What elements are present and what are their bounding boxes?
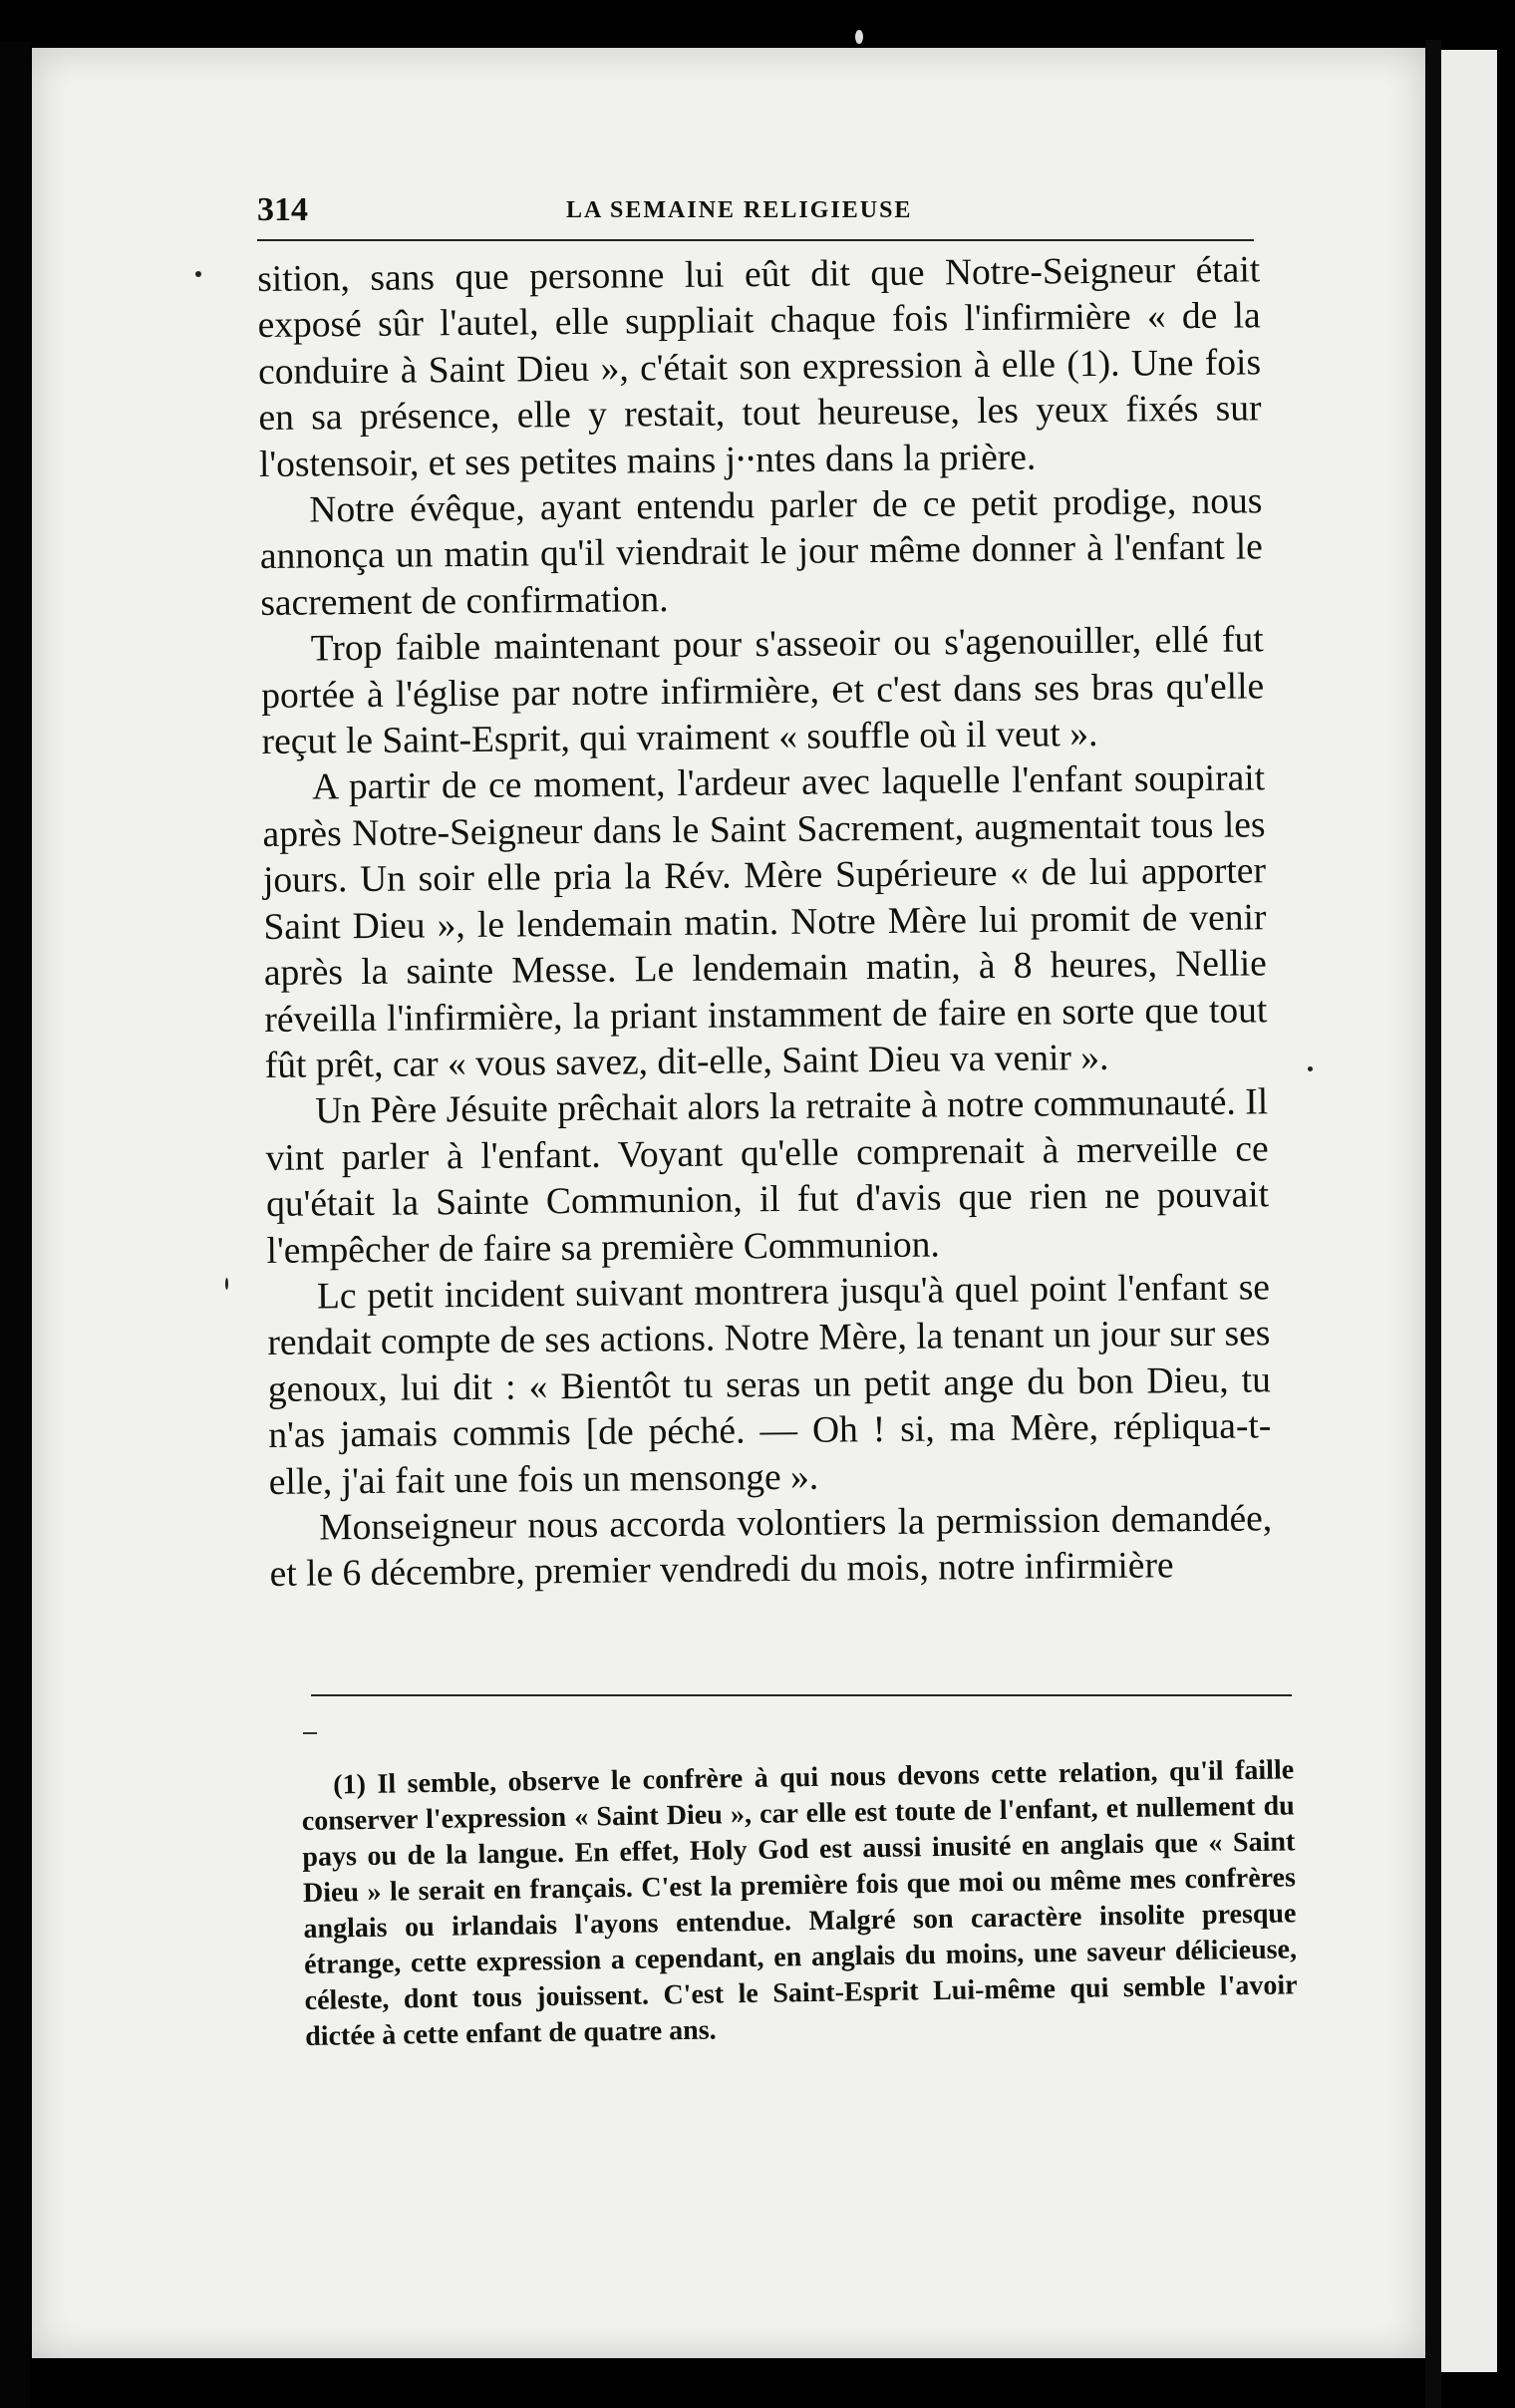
- footnote-text: (1) Il semble, observe le confrère à qui nous devons cette relation, qu'il faille conserver l'expression « Saint Dieu », car elle est toute de l'enfant, et nullement du pays ou de la langue. En effet, Holy God est aussi inusité en anglais que « Saint Dieu » le serait en français. C'est la première fois que moi ou même mes confrères anglais ou irlandais l'ayons entendue. Malgré son caractère insolite presque étrange, cette expression a cependant, en anglais du moins, une saveur délicieuse, céleste, dont tous jouissent. C'est le Saint-Esprit Lui-même qui semble l'avoir dictée à cette enfant de quatre ans.: [301, 1754, 1298, 2052]
- footnote-rule: [311, 1694, 1292, 1696]
- running-title: LA SEMAINE RELIGIEUSE: [566, 197, 913, 223]
- footnote: [301, 1752, 1298, 2055]
- paragraph: Trop faible maintenant pour s'asseoir ou s'agenouiller, ellé fut portée à l'église par notre infirmière, ℮t c'est dans ses bras qu'elle reçut le Saint-Esprit, qui vraiment « souffle où il veut ».: [261, 619, 1265, 763]
- paragraph: Monseigneur nous accorda volontiers la permission demandée, et le 6 décembre, premier vendredi du mois, notre infirmière: [269, 1498, 1273, 1596]
- paragraph: A partir de ce moment, l'ardeur avec laquelle l'enfant soupirait après Notre-Seigneur dans le Saint Sacrement, augmentait tous les jours. Un soir elle pria la Rév. Mère Supérieure « de lui apporter Saint Dieu », le lendemain matin. Notre Mère lui promit de venir après la sainte Messe. Le lendemain matin, à 8 heures, Nellie réveilla l'infirmière, la priant instamment de faire en sorte que tout fût prêt, car « vous savez, dit-elle, Saint Dieu va venir ».: [262, 757, 1268, 1086]
- scan-border-top: [0, 0, 1515, 42]
- paragraph: Notre évêque, ayant entendu parler de ce petit prodige, nous annonça un matin qu'il viendrait le jour même donner à l'enfant le sacrement de confirmation.: [259, 480, 1264, 624]
- paragraph: sition, sans que personne lui eût dit que Notre-Seigneur était exposé sûr l'autel, elle suppliait chaque fois l'infirmière « de la conduire à Saint Dieu », c'était son expression à elle (1). Une fois en sa présence, elle y restait, tout heureuse, les yeux fixés sur l'ostensoir, et ses petites mains j⸱⸱ntes dans la prière.: [257, 249, 1262, 485]
- page-number: 314: [257, 191, 308, 228]
- scan-border-left: [0, 0, 30, 2408]
- scan-border-right: [1497, 0, 1515, 2408]
- paragraph: Un Père Jésuite prêchait alors la retraite à notre communauté. Il vint parler à l'enfant. Voyant qu'elle comprenait à merveille ce qu'était la Sainte Communion, il fut d'avis que rien ne pouvait l'empêcher de faire sa première Communion.: [265, 1081, 1270, 1272]
- header-rule: [257, 239, 1254, 241]
- scan-speck: [225, 1278, 228, 1290]
- adjacent-page-edge: [1441, 50, 1497, 2372]
- scan-speck: [1308, 1066, 1313, 1071]
- scan-speck: [195, 271, 201, 277]
- footnote-dash: [303, 1732, 317, 1734]
- book-gutter: [1425, 40, 1441, 2408]
- scan-speck: [855, 30, 863, 44]
- body-text: [257, 247, 1273, 1598]
- paragraph: Lc petit incident suivant montrera jusqu'à quel point l'enfant se rendait compte de ses actions. Notre Mère, la tenant un jour sur ses genoux, lui dit : « Bientôt tu seras un petit ange du bon Dieu, tu n'as jamais commis [de péché. — Oh ! si, ma Mère, répliqua-t-elle, j'ai fait une fois un mensonge ».: [267, 1267, 1272, 1503]
- running-head: [257, 191, 1254, 239]
